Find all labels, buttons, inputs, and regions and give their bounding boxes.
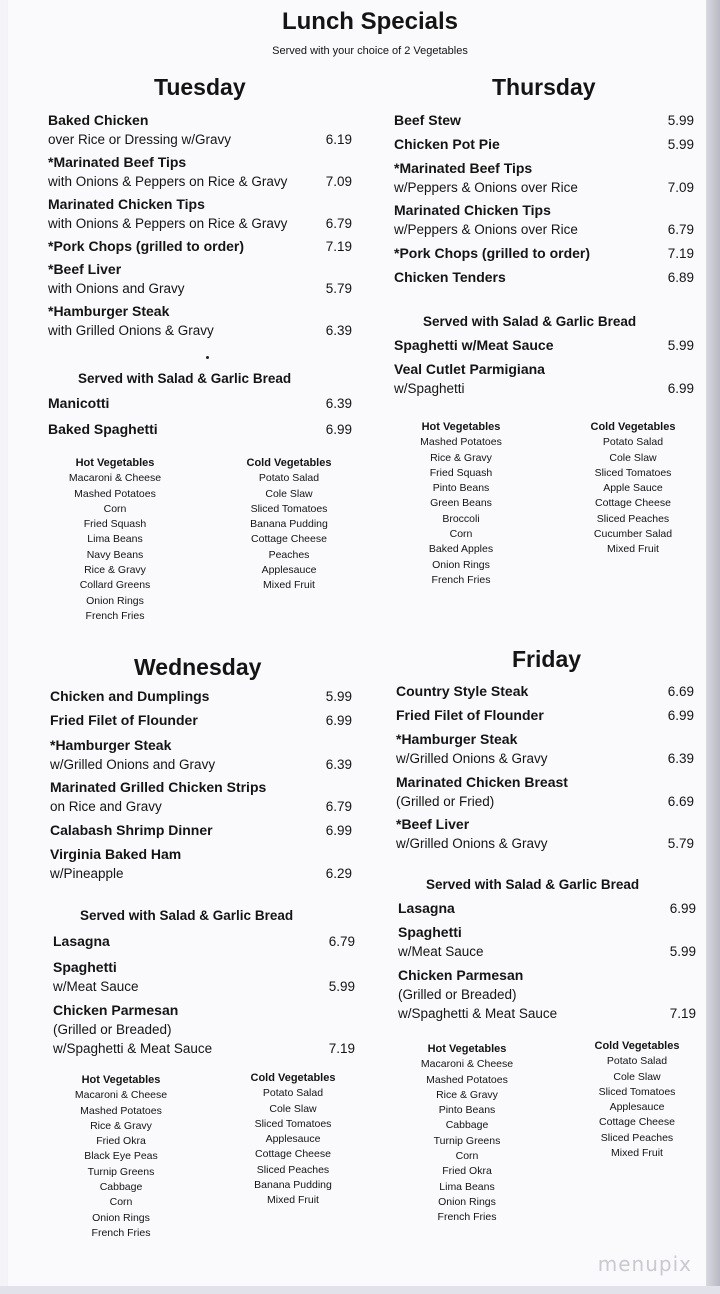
wednesday-items <box>50 687 352 883</box>
cold-vegetables-thursday <box>558 420 708 558</box>
section-heading-tuesday: Served with Salad & Garlic Bread <box>78 371 292 386</box>
vegetable-item: Broccoli <box>442 512 480 525</box>
vegetable-item: Sliced Tomatoes <box>594 466 672 479</box>
menu-item <box>53 1001 355 1058</box>
vegetable-item: Baked Apples <box>428 543 494 556</box>
menu-item <box>53 958 355 996</box>
section-heading-friday: Served with Salad & Garlic Bread <box>426 877 640 892</box>
cold-vegetables-heading: Cold Vegetables <box>250 1072 336 1084</box>
vegetable-item: Cabbage <box>99 1181 143 1194</box>
item-price: 6.79 <box>667 222 694 237</box>
item-name: Marinated Chicken Tips <box>394 202 551 218</box>
item-price: 6.79 <box>328 934 355 949</box>
vegetable-item: Cole Slaw <box>613 1070 661 1083</box>
thursday-items <box>394 111 694 287</box>
item-name: Lasagna <box>398 900 455 916</box>
page-bottom-edge <box>0 1286 720 1294</box>
vegetable-item: Pinto Beans <box>438 1104 496 1117</box>
item-desc: with Grilled Onions & Gravy <box>48 323 214 338</box>
vegetable-item: Sliced Tomatoes <box>254 1117 332 1130</box>
hot-vegetables-heading: Hot Vegetables <box>427 1043 507 1055</box>
menu-item <box>398 899 696 918</box>
vegetable-item: Mixed Fruit <box>607 543 659 556</box>
vegetable-item: Sliced Peaches <box>256 1163 330 1176</box>
menu-item <box>394 336 694 355</box>
item-price: 5.99 <box>328 979 355 994</box>
vegetable-item: Mixed Fruit <box>611 1147 663 1160</box>
item-desc: with Onions & Peppers on Rice & Gravy <box>48 216 288 231</box>
vegetable-item: Cottage Cheese <box>251 533 327 546</box>
item-price: 6.99 <box>667 381 694 396</box>
vegetable-item: Collard Greens <box>79 579 151 592</box>
menu-item <box>48 153 352 191</box>
vegetable-item: Mixed Fruit <box>263 579 315 592</box>
day-heading-tuesday: Tuesday <box>154 74 246 100</box>
item-name: Chicken and Dumplings <box>50 688 210 704</box>
item-price: 7.19 <box>669 1006 696 1021</box>
wednesday-salad-items <box>53 932 355 1058</box>
item-name: Manicotti <box>48 395 110 411</box>
vegetable-item: Banana Pudding <box>250 518 328 531</box>
vegetable-item: French Fries <box>85 609 145 622</box>
menu-item <box>394 111 694 130</box>
item-price: 6.39 <box>325 757 352 772</box>
vegetable-item: Applesauce <box>609 1101 665 1114</box>
vegetable-item: French Fries <box>91 1226 151 1239</box>
item-desc: (Grilled or Breaded) <box>398 987 517 1002</box>
vegetable-item: Potato Salad <box>258 472 320 485</box>
vegetable-item: Fried Okra <box>442 1165 492 1178</box>
item-desc: on Rice and Gravy <box>50 799 162 814</box>
item-desc: (Grilled or Breaded) <box>53 1022 172 1037</box>
vegetable-item: Black Eye Peas <box>84 1150 158 1163</box>
vegetable-item: Applesauce <box>265 1133 321 1146</box>
item-price: 5.79 <box>667 836 694 851</box>
vegetable-item: Corn <box>449 528 473 541</box>
item-price: 5.99 <box>325 689 352 704</box>
vegetable-item: Cole Slaw <box>269 1102 317 1115</box>
vegetable-item: Sliced Tomatoes <box>250 502 328 515</box>
item-name: Chicken Parmesan <box>53 1002 179 1018</box>
vegetable-item: Fried Squash <box>429 466 493 479</box>
item-price: 5.99 <box>667 113 694 128</box>
day-heading-wednesday: Wednesday <box>134 654 262 680</box>
item-name: Country Style Steak <box>396 683 529 699</box>
vegetable-item: Potato Salad <box>606 1055 668 1068</box>
item-price: 6.69 <box>667 684 694 699</box>
item-price: 7.19 <box>667 246 694 261</box>
menu-item <box>48 302 352 340</box>
item-price: 7.09 <box>325 174 352 189</box>
item-price: 7.09 <box>667 180 694 195</box>
item-desc: w/Grilled Onions & Gravy <box>396 836 548 851</box>
vegetable-item: Banana Pudding <box>254 1179 332 1192</box>
hot-vegetables-friday <box>392 1042 542 1226</box>
vegetable-item: Cucumber Salad <box>593 528 673 541</box>
menu-item <box>394 135 694 154</box>
item-desc: w/Meat Sauce <box>398 944 484 959</box>
vegetable-item: Onion Rings <box>92 1211 150 1224</box>
menu-item <box>396 730 694 768</box>
menu-item <box>396 706 694 725</box>
vegetable-item: Turnip Greens <box>433 1134 501 1147</box>
item-price: 6.39 <box>325 396 352 411</box>
vegetable-item: Lima Beans <box>87 533 143 546</box>
vegetable-item: Mashed Potatoes <box>80 1104 162 1117</box>
vegetable-item: Cottage Cheese <box>255 1148 331 1161</box>
item-name: *Marinated Beef Tips <box>48 154 187 170</box>
item-desc: over Rice or Dressing w/Gravy <box>48 132 232 147</box>
item-name: *Pork Chops (grilled to order) <box>394 245 591 261</box>
vegetable-item: Fried Squash <box>83 518 147 531</box>
vegetable-item: Macaroni & Cheese <box>68 472 162 485</box>
vegetable-item: Potato Salad <box>602 436 664 449</box>
menu-item <box>394 159 694 197</box>
item-price: 6.99 <box>325 713 352 728</box>
tuesday-items <box>48 111 352 340</box>
menu-item <box>48 237 352 256</box>
menu-item <box>394 360 694 398</box>
item-price: 6.79 <box>325 799 352 814</box>
vegetable-item: Applesauce <box>261 564 317 577</box>
cold-vegetables-heading: Cold Vegetables <box>594 1040 680 1052</box>
menu-item <box>48 420 352 439</box>
vegetable-item: Mashed Potatoes <box>420 436 502 449</box>
vegetable-item: Onion Rings <box>86 594 144 607</box>
item-name: Chicken Pot Pie <box>394 136 500 152</box>
item-desc: w/Spaghetti & Meat Sauce <box>53 1041 213 1056</box>
item-name: Baked Spaghetti <box>48 421 158 437</box>
menu-item <box>53 932 355 951</box>
vegetable-item: Rice & Gravy <box>90 1119 152 1132</box>
hot-vegetables-tuesday <box>40 456 190 624</box>
vegetable-item: Sliced Tomatoes <box>598 1085 676 1098</box>
section-heading-thursday: Served with Salad & Garlic Bread <box>423 314 637 329</box>
item-desc: w/Spaghetti & Meat Sauce <box>398 1006 558 1021</box>
tuesday-salad-items <box>48 394 352 439</box>
item-desc: w/Peppers & Onions over Rice <box>394 180 578 195</box>
vegetable-item: Navy Beans <box>86 548 144 561</box>
item-price: 7.19 <box>328 1041 355 1056</box>
cold-vegetables-heading: Cold Vegetables <box>246 457 332 469</box>
item-desc: w/Peppers & Onions over Rice <box>394 222 578 237</box>
menu-item <box>48 111 352 149</box>
bullet-dot <box>206 356 209 359</box>
item-desc: w/Pineapple <box>50 866 124 881</box>
item-price: 7.19 <box>325 239 352 254</box>
item-name: Marinated Grilled Chicken Strips <box>50 779 267 795</box>
menu-item <box>396 682 694 701</box>
item-name: Spaghetti <box>398 924 462 940</box>
vegetable-item: Cole Slaw <box>609 451 657 464</box>
cold-vegetables-heading: Cold Vegetables <box>590 421 676 433</box>
hot-vegetables-heading: Hot Vegetables <box>421 421 501 433</box>
item-name: Marinated Chicken Tips <box>48 196 205 212</box>
item-price: 6.39 <box>325 323 352 338</box>
vegetable-item: French Fries <box>437 1211 497 1224</box>
friday-items <box>396 682 694 853</box>
menu-item <box>50 778 352 816</box>
vegetable-item: Sliced Peaches <box>596 512 670 525</box>
item-name: Marinated Chicken Breast <box>396 774 568 790</box>
item-name: Calabash Shrimp Dinner <box>50 822 213 838</box>
item-price: 5.99 <box>669 944 696 959</box>
cold-vegetables-friday <box>562 1039 712 1161</box>
vegetable-item: Lima Beans <box>439 1180 495 1193</box>
vegetable-item: Rice & Gravy <box>430 451 492 464</box>
vegetable-item: Cottage Cheese <box>599 1116 675 1129</box>
menu-item <box>394 201 694 239</box>
item-name: Fried Filet of Flounder <box>396 707 544 723</box>
menu-item <box>50 821 352 840</box>
hot-vegetables-wednesday <box>46 1073 196 1241</box>
page-title: Lunch Specials <box>281 8 459 35</box>
vegetable-item: Macaroni & Cheese <box>420 1058 514 1071</box>
item-price: 5.99 <box>667 137 694 152</box>
vegetable-item: Corn <box>103 502 127 515</box>
menu-item <box>394 244 694 263</box>
hot-vegetables-heading: Hot Vegetables <box>81 1074 161 1086</box>
menu-item <box>48 195 352 233</box>
item-desc: w/Meat Sauce <box>53 979 139 994</box>
item-name: Beef Stew <box>394 112 461 128</box>
item-price: 6.79 <box>325 216 352 231</box>
vegetable-item: Corn <box>109 1196 133 1209</box>
hot-vegetables-heading: Hot Vegetables <box>75 457 155 469</box>
item-name: Chicken Tenders <box>394 269 506 285</box>
item-name: Virginia Baked Ham <box>50 846 182 862</box>
vegetable-item: Macaroni & Cheese <box>74 1089 168 1102</box>
menu-item <box>50 711 352 730</box>
hot-vegetables-thursday <box>386 420 536 588</box>
item-price: 5.99 <box>667 338 694 353</box>
vegetable-item: Peaches <box>268 548 310 561</box>
item-desc: with Onions & Peppers on Rice & Gravy <box>48 174 288 189</box>
item-price: 6.69 <box>667 794 694 809</box>
vegetable-item: Fried Okra <box>96 1135 146 1148</box>
vegetable-item: Corn <box>455 1150 479 1163</box>
vegetable-item: Rice & Gravy <box>436 1088 498 1101</box>
item-price: 6.29 <box>325 866 352 881</box>
menu-item <box>398 923 696 961</box>
menu-item <box>48 260 352 298</box>
item-price: 6.99 <box>669 901 696 916</box>
item-desc: w/Grilled Onions and Gravy <box>50 757 216 772</box>
vegetable-item: Apple Sauce <box>603 482 663 495</box>
vegetable-item: French Fries <box>431 573 491 586</box>
page-subtitle: Served with your choice of 2 Vegetables <box>272 45 468 57</box>
vegetable-item: Cottage Cheese <box>595 497 671 510</box>
vegetable-item: Cabbage <box>445 1119 489 1132</box>
item-name: *Hamburger Steak <box>396 731 518 747</box>
item-desc: w/Grilled Onions & Gravy <box>396 751 548 766</box>
item-name: Spaghetti <box>53 959 117 975</box>
vegetable-item: Rice & Gravy <box>84 564 146 577</box>
thursday-salad-items <box>394 336 694 398</box>
vegetable-item: Potato Salad <box>262 1087 324 1100</box>
menu-item <box>50 736 352 774</box>
item-name: *Beef Liver <box>396 816 470 832</box>
item-name: Baked Chicken <box>48 112 149 128</box>
vegetable-item: Onion Rings <box>432 558 490 571</box>
menu-item <box>396 815 694 853</box>
item-name: *Pork Chops (grilled to order) <box>48 238 245 254</box>
item-desc: w/Spaghetti <box>394 381 465 396</box>
menu-item <box>50 845 352 883</box>
vegetable-item: Pinto Beans <box>432 482 490 495</box>
day-heading-thursday: Thursday <box>492 74 596 100</box>
item-name: *Marinated Beef Tips <box>394 160 533 176</box>
menu-item <box>396 773 694 811</box>
vegetable-item: Onion Rings <box>438 1195 496 1208</box>
vegetable-item: Sliced Peaches <box>600 1131 674 1144</box>
item-name: Fried Filet of Flounder <box>50 712 198 728</box>
item-price: 6.39 <box>667 751 694 766</box>
menu-item <box>50 687 352 706</box>
vegetable-item: Mixed Fruit <box>267 1194 319 1207</box>
item-price: 5.79 <box>325 281 352 296</box>
friday-salad-items <box>398 899 696 1023</box>
item-name: Veal Cutlet Parmigiana <box>394 361 545 377</box>
item-name: *Hamburger Steak <box>48 303 170 319</box>
item-name: *Hamburger Steak <box>50 737 172 753</box>
menu-item <box>398 966 696 1023</box>
cold-vegetables-wednesday <box>218 1071 368 1209</box>
day-heading-friday: Friday <box>512 646 582 672</box>
item-price: 6.99 <box>325 823 352 838</box>
item-desc: (Grilled or Fried) <box>396 794 495 809</box>
item-desc: with Onions and Gravy <box>48 281 185 296</box>
vegetable-item: Cole Slaw <box>265 487 313 500</box>
item-name: Chicken Parmesan <box>398 967 524 983</box>
item-price: 6.19 <box>325 132 352 147</box>
item-name: Spaghetti w/Meat Sauce <box>394 337 554 353</box>
vegetable-item: Turnip Greens <box>87 1165 155 1178</box>
vegetable-item: Green Beans <box>430 497 492 510</box>
item-price: 6.89 <box>667 270 694 285</box>
item-price: 6.99 <box>667 708 694 723</box>
vegetable-item: Mashed Potatoes <box>426 1073 508 1086</box>
item-price: 6.99 <box>325 422 352 437</box>
vegetable-item: Mashed Potatoes <box>74 487 156 500</box>
section-heading-wednesday: Served with Salad & Garlic Bread <box>80 908 294 923</box>
item-name: Lasagna <box>53 933 110 949</box>
menu-item <box>394 268 694 287</box>
menu-item <box>48 394 352 413</box>
item-name: *Beef Liver <box>48 261 122 277</box>
cold-vegetables-tuesday <box>214 456 364 594</box>
watermark: menupix <box>597 1252 692 1276</box>
